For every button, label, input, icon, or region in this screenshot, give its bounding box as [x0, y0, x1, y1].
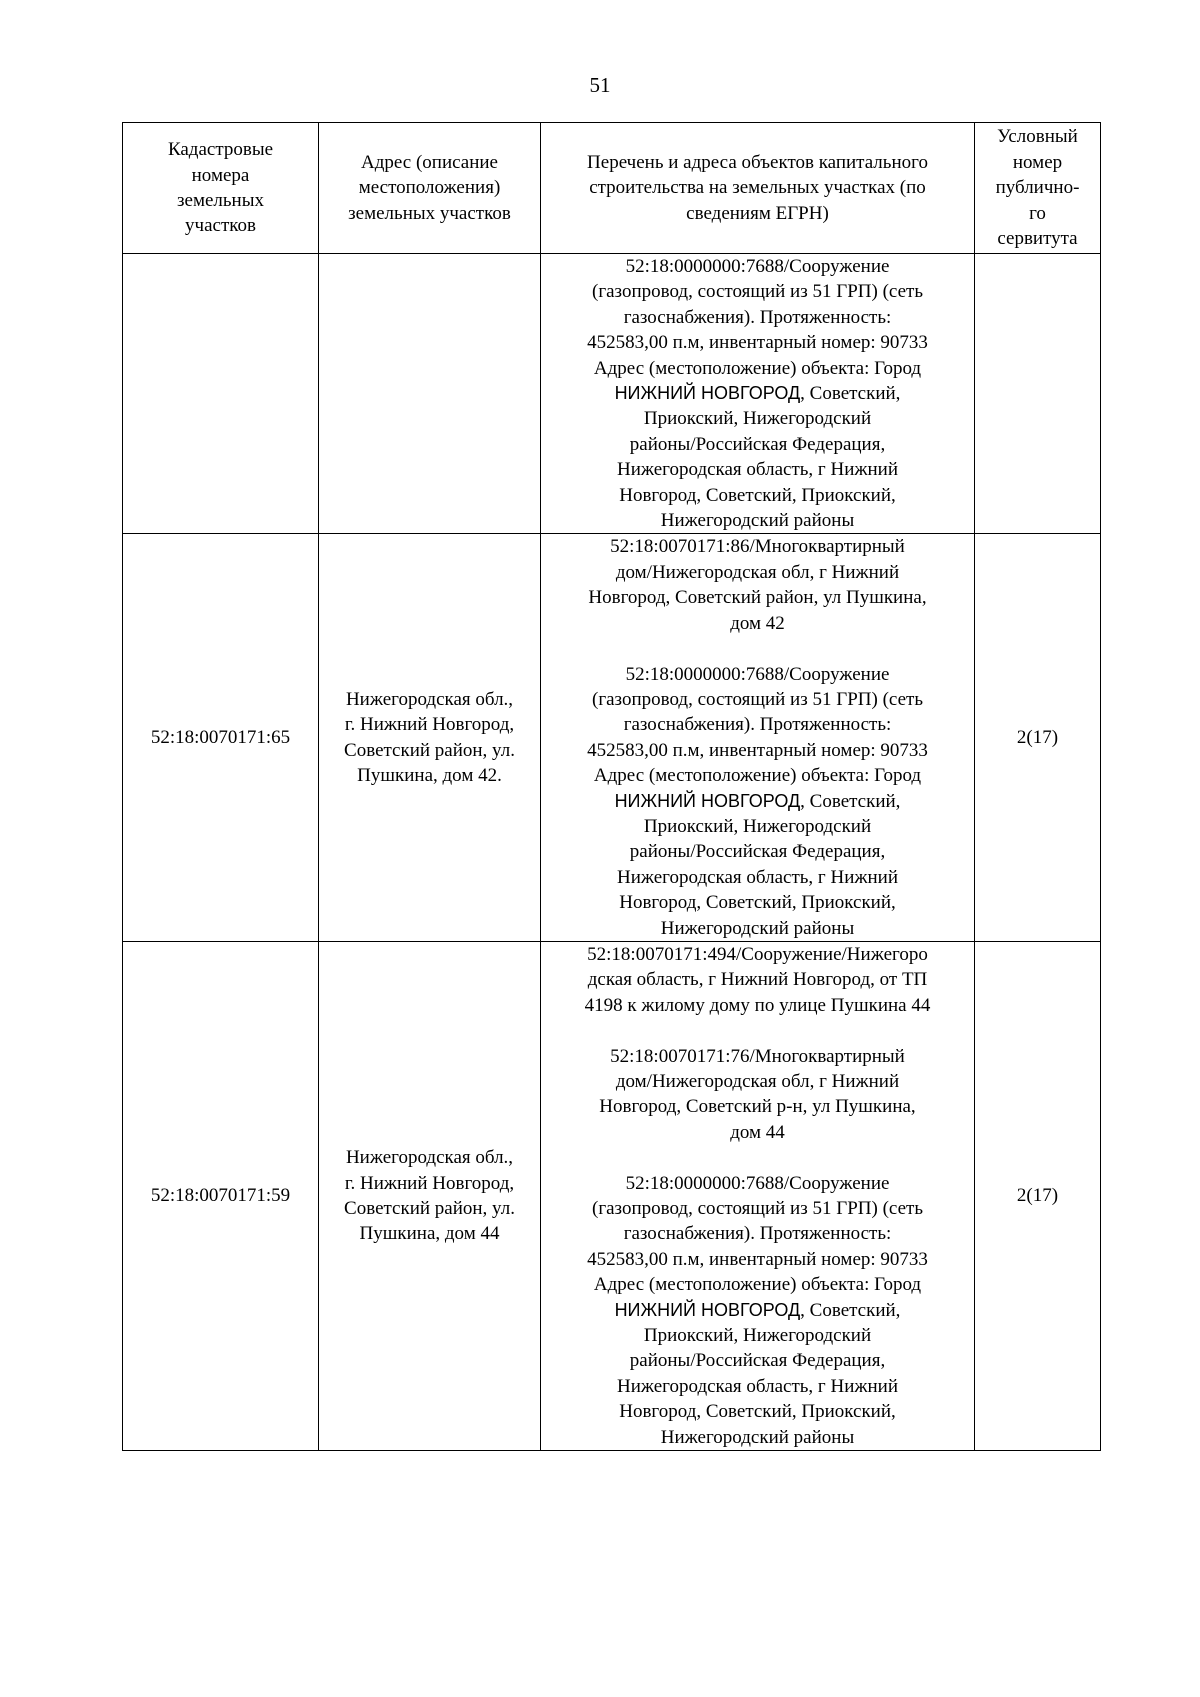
cadastral-number-cell: 52:18:0070171:59 [123, 941, 319, 1450]
address-cell: Нижегородская обл., г. Нижний Новгород, Советский район, ул. Пушкина, дом 44 [319, 941, 541, 1450]
address-cell [319, 254, 541, 534]
page-number: 51 [589, 73, 611, 97]
header-objects-list: Перечень и адреса объектов капитального строительства на земельных участках (по сведениям ЕГРН) [541, 123, 975, 254]
header-address: Адрес (описание местоположения) земельных участков [319, 123, 541, 254]
objects-text: 52:18:0000000:7688/Сооружение (газопровод, состоящий из 51 ГРП) (сеть газоснабжения). Протяженность: 452583,00 п.м, инвентарный номер: 90733 Адрес (местоположение) объекта: Город [587, 256, 928, 379]
objects-city-caps: НИЖНИЙ НОВГОРОД [614, 790, 801, 811]
table-row [123, 254, 1101, 534]
objects-cell [541, 534, 975, 942]
servitude-number-cell: 2(17) [975, 534, 1101, 942]
cadastral-number-cell [123, 254, 319, 534]
objects-text: 52:18:0070171:86/Многоквартирный дом/Нижегородская обл, г Нижний Новгород, Советский район, ул Пушкина, дом 42 52:18:0000000:7688/Сооружение (газопровод, состоящий из 51 ГРП) (сеть газоснабжения). Протяженность: 452583,00 п.м, инвентарный номер: 90733 Адрес (местоположение) объекта: Город [587, 536, 928, 787]
land-plots-table [122, 122, 1101, 1451]
objects-city-caps: НИЖНИЙ НОВГОРОД [614, 1299, 801, 1320]
servitude-number-cell: 2(17) [975, 941, 1101, 1450]
header-servitude-number: Условный номер публично- го сервитута [975, 123, 1101, 254]
cadastral-number-cell: 52:18:0070171:65 [123, 534, 319, 942]
objects-cell [541, 254, 975, 534]
objects-text-continued: , Советский, Приокский, Нижегородский районы/Российская Федерация, Нижегородская область, г Нижний Новгород, Советский, Приокский, Нижегородский районы [616, 1299, 901, 1448]
address-cell: Нижегородская обл., г. Нижний Новгород, Советский район, ул. Пушкина, дом 42. [319, 534, 541, 942]
table-header-row [123, 123, 1101, 254]
objects-text-continued: , Советский, Приокский, Нижегородский районы/Российская Федерация, Нижегородская область, г Нижний Новгород, Советский, Приокский, Нижегородский районы [616, 790, 901, 939]
objects-text: 52:18:0070171:494/Сооружение/Нижегоро дская область, г Нижний Новгород, от ТП 4198 к жилому дому по улице Пушкина 44 52:18:0070171:76/Многоквартирный дом/Нижегородская обл, г Нижний Новгород, Советский р-н, ул Пушкина, дом 44 52:18:0000000:7688/Сооружение (газопровод, состоящий из 51 ГРП) (сеть газоснабжения). Протяженность: 452583,00 п.м, инвентарный номер: 90733 Адрес (местоположение) объекта: Город [584, 943, 931, 1296]
servitude-number-cell [975, 254, 1101, 534]
objects-cell [541, 941, 975, 1450]
table-row [123, 941, 1101, 1450]
header-cadastral-numbers: Кадастровые номера земельных участков [123, 123, 319, 254]
objects-city-caps: НИЖНИЙ НОВГОРОД [614, 383, 801, 404]
table-row [123, 534, 1101, 942]
objects-text-continued: , Советский, Приокский, Нижегородский районы/Российская Федерация, Нижегородская область, г Нижний Новгород, Советский, Приокский, Нижегородский районы [616, 383, 901, 532]
